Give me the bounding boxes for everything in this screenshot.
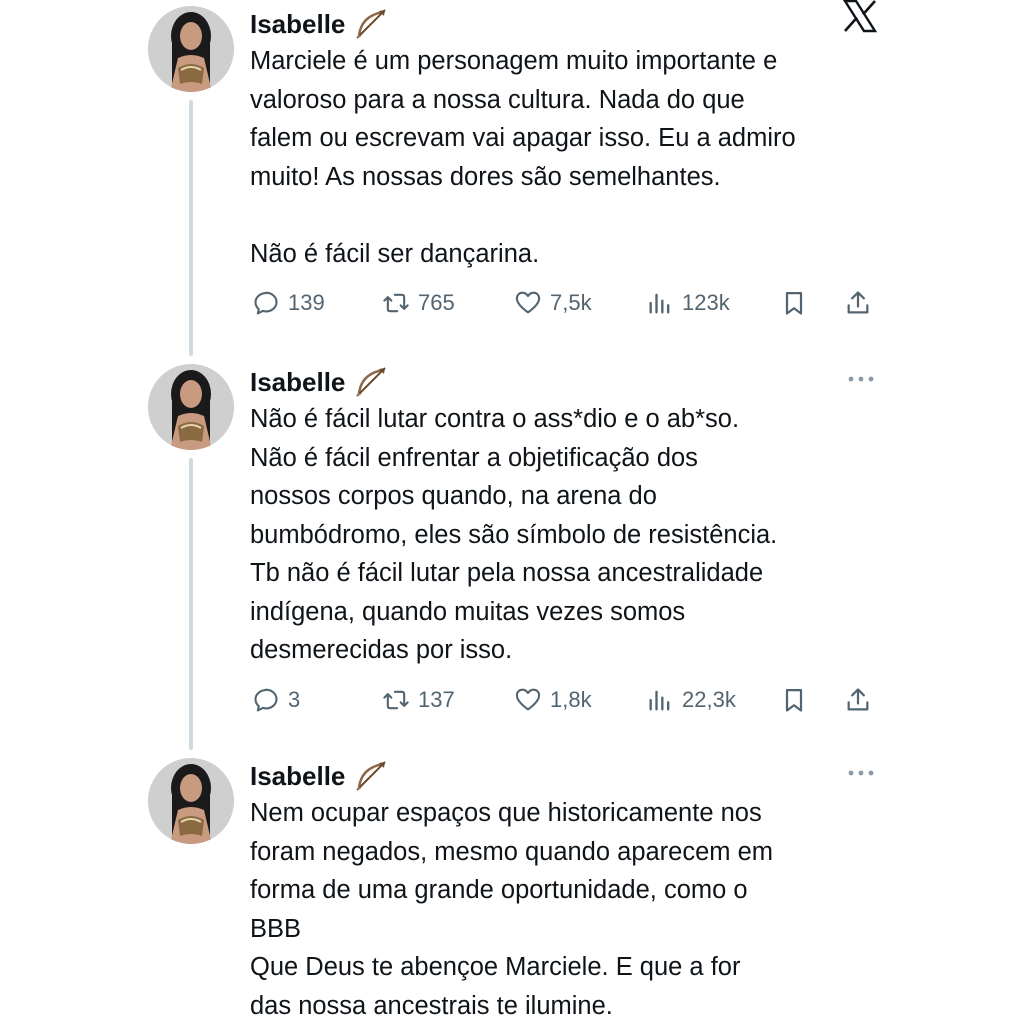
like-button[interactable] (514, 680, 592, 720)
views-icon (646, 686, 674, 714)
bookmark-button[interactable] (780, 680, 808, 720)
retweet-button[interactable] (382, 283, 455, 323)
reply-button[interactable] (252, 680, 300, 720)
retweet-icon (382, 686, 410, 714)
bookmark-button[interactable] (780, 283, 808, 323)
tweet-text: Não é fácil lutar contra o ass*dio e o ab*so. Não é fácil enfrentar a objetificação dos nossos corpos quando, na arena do bumbódromo, eles são símbolo de resistência. Tb não é fácil lutar pela nossa ancestralidade indígena, quando muitas vezes somos desmerecidas por isso. (250, 405, 778, 664)
share-button[interactable] (844, 680, 872, 720)
author-name[interactable]: Isabelle (250, 761, 346, 791)
bookmark-icon (780, 289, 808, 317)
retweet-count: 137 (418, 686, 455, 712)
author-name[interactable]: Isabelle (250, 9, 346, 39)
avatar[interactable] (148, 758, 234, 844)
retweet-button[interactable] (382, 680, 455, 720)
retweet-count: 765 (418, 290, 455, 315)
author-name[interactable]: Isabelle (250, 367, 346, 397)
more-options-icon[interactable] (846, 768, 876, 778)
heart-icon (514, 686, 542, 714)
views-button[interactable] (646, 283, 730, 323)
tweet-actions (250, 680, 890, 720)
reply-icon (252, 289, 280, 317)
views-count: 22,3k (682, 686, 736, 712)
share-button[interactable] (844, 283, 872, 323)
x-logo-icon[interactable] (842, 0, 878, 34)
like-count: 7,5k (550, 290, 592, 315)
views-count: 123k (682, 290, 730, 315)
share-icon (844, 289, 872, 317)
bow-and-arrow-icon (353, 760, 389, 792)
like-count: 1,8k (550, 686, 592, 712)
reply-button[interactable] (252, 283, 325, 323)
tweet-text: Marciele é um personagem muito importante e valoroso para a nossa cultura. Nada do que falem ou escrevam vai apagar isso. Eu a admiro muito! As nossas dores são semelhantes. Não é fácil ser dançarina. (250, 47, 796, 268)
tweet-text: Nem ocupar espaços que historicamente nos foram negados, mesmo quando aparecem em forma de uma grande oportunidade, como o BBB Que Deus te abençoe Marciele. E que a for das nossa ancestrais te ilumine. (250, 799, 774, 1020)
avatar[interactable] (148, 364, 234, 450)
like-button[interactable] (514, 283, 592, 323)
bookmark-icon (780, 686, 808, 714)
thread-connector-line (189, 458, 193, 750)
views-icon (646, 289, 674, 317)
reply-count: 139 (288, 290, 325, 315)
reply-icon (252, 686, 280, 714)
more-options-icon[interactable] (846, 374, 876, 384)
thread-connector-line (189, 100, 193, 356)
retweet-icon (382, 289, 410, 317)
reply-count: 3 (288, 686, 301, 712)
heart-icon (514, 289, 542, 317)
share-icon (844, 686, 872, 714)
tweet-actions (250, 283, 890, 323)
bow-and-arrow-icon (353, 366, 389, 398)
bow-and-arrow-icon (353, 8, 389, 40)
views-button[interactable] (646, 680, 736, 720)
avatar[interactable] (148, 6, 234, 92)
